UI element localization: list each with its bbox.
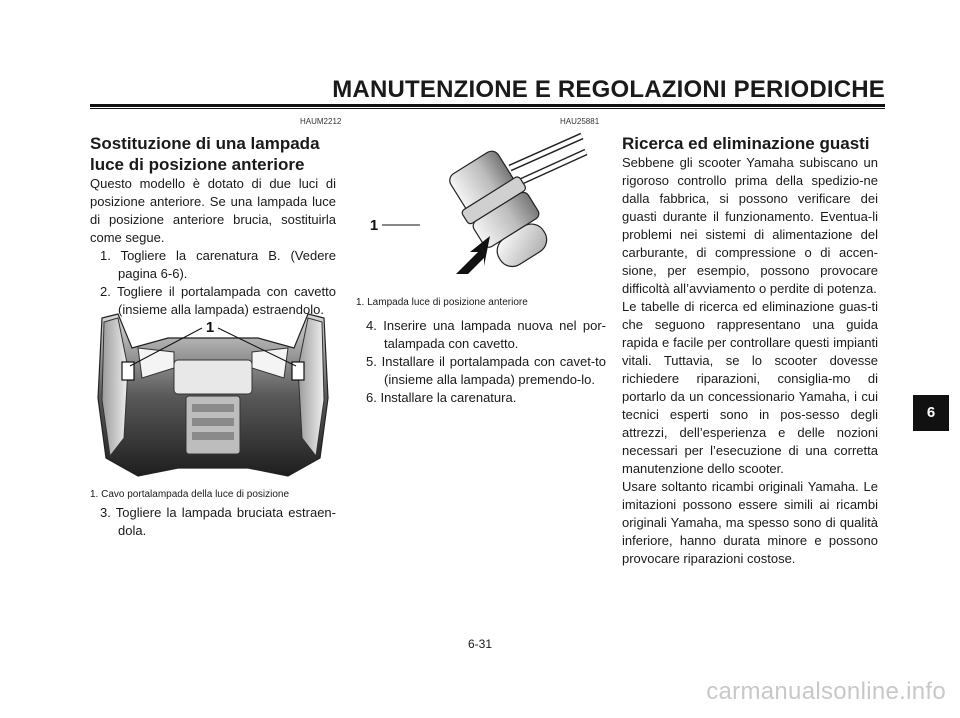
step-3: 3. Togliere la lampada bruciata estraen-dola. (100, 505, 336, 538)
figure-callout-middle: 1 (369, 217, 379, 234)
troubleshooting-paragraph-2: Le tabelle di ricerca ed eliminazione guas-ti che seguono rappresentano una guida rapida e facile per controllare questi impianti vitali. Tuttavia, se lo scooter dovesse richiedere riparazioni, consiglia-mo di portarlo da un concessionario Yamaha, i cui tecnici esperti sono in pos-sesso degli attrezzi, dell’esperienza e delle nozioni necessari per l’esecuzione di una corretta manutenzione dello scooter. (622, 299, 878, 476)
section-code-middle: HAU25881 (560, 117, 600, 126)
step-5: 5. Installare il portalampada con cavet-to (insieme alla lampada) premendo-lo. (366, 354, 606, 387)
left-step3-block (90, 504, 336, 540)
bulb-socket-illustration (360, 128, 600, 286)
step-1: 1. Togliere la carenatura B. (Vedere pagina 6-6). (100, 248, 336, 281)
page-number: 6-31 (467, 637, 493, 651)
troubleshooting-paragraph-3: Usare soltanto ricambi originali Yamaha. Le imitazioni possono essere simili ai ricambi originali Yamaha, ma spesso sono di qualità inferiore, hanno durata minore e possono provocare riparazioni costose. (622, 479, 878, 566)
figure-callout-left: 1 (205, 319, 215, 336)
figure-caption-left: 1. Cavo portalampada della luce di posizione (90, 489, 290, 500)
page-header-title: MANUTENZIONE E REGOLAZIONI PERIODICHE (332, 76, 885, 103)
step-4: 4. Inserire una lampada nuova nel por-talampada con cavetto. (366, 318, 606, 351)
troubleshooting-paragraph-1: Sebbene gli scooter Yamaha subiscano un rigoroso controllo prima della spedizio-ne dalla fabbrica, si possono verificare dei guasti durante il funzionamento. Eventua-li problemi nei sistemi di alimentazione del carburante, di compressione o di accen-sione, per esempio, possono provocare difficoltà all’avviamento o perdite di potenza. (622, 155, 878, 296)
left-column (90, 133, 336, 319)
section-heading-line2: luce di posizione anteriore (90, 155, 305, 174)
fairing-socket-illustration (88, 308, 338, 480)
right-column (622, 133, 878, 568)
chapter-tab: 6 (913, 395, 949, 431)
step-6: 6. Installare la carenatura. (366, 390, 517, 405)
header-rule-thin (90, 108, 885, 109)
left-figure-caption-block (90, 488, 336, 501)
watermark-text: carmanualsonline.info (706, 678, 946, 705)
troubleshooting-heading: Ricerca ed eliminazione guasti (622, 134, 870, 153)
section-heading-line1: Sostituzione di una lampada (90, 134, 320, 153)
step-2: 2. Togliere il portalampada con cavetto (insieme alla lampada) estraendolo. (100, 284, 336, 317)
intro-paragraph: Questo modello è dotato di due luci di posizione anteriore. Se una lampada luce di posizione anteriore brucia, sostituirla come segue. (90, 176, 336, 245)
figure-caption-middle: 1. Lampada luce di posizione anteriore (356, 297, 528, 308)
middle-column (356, 296, 606, 407)
section-code-left: HAUM2212 (300, 117, 342, 126)
header-rule (90, 104, 885, 107)
